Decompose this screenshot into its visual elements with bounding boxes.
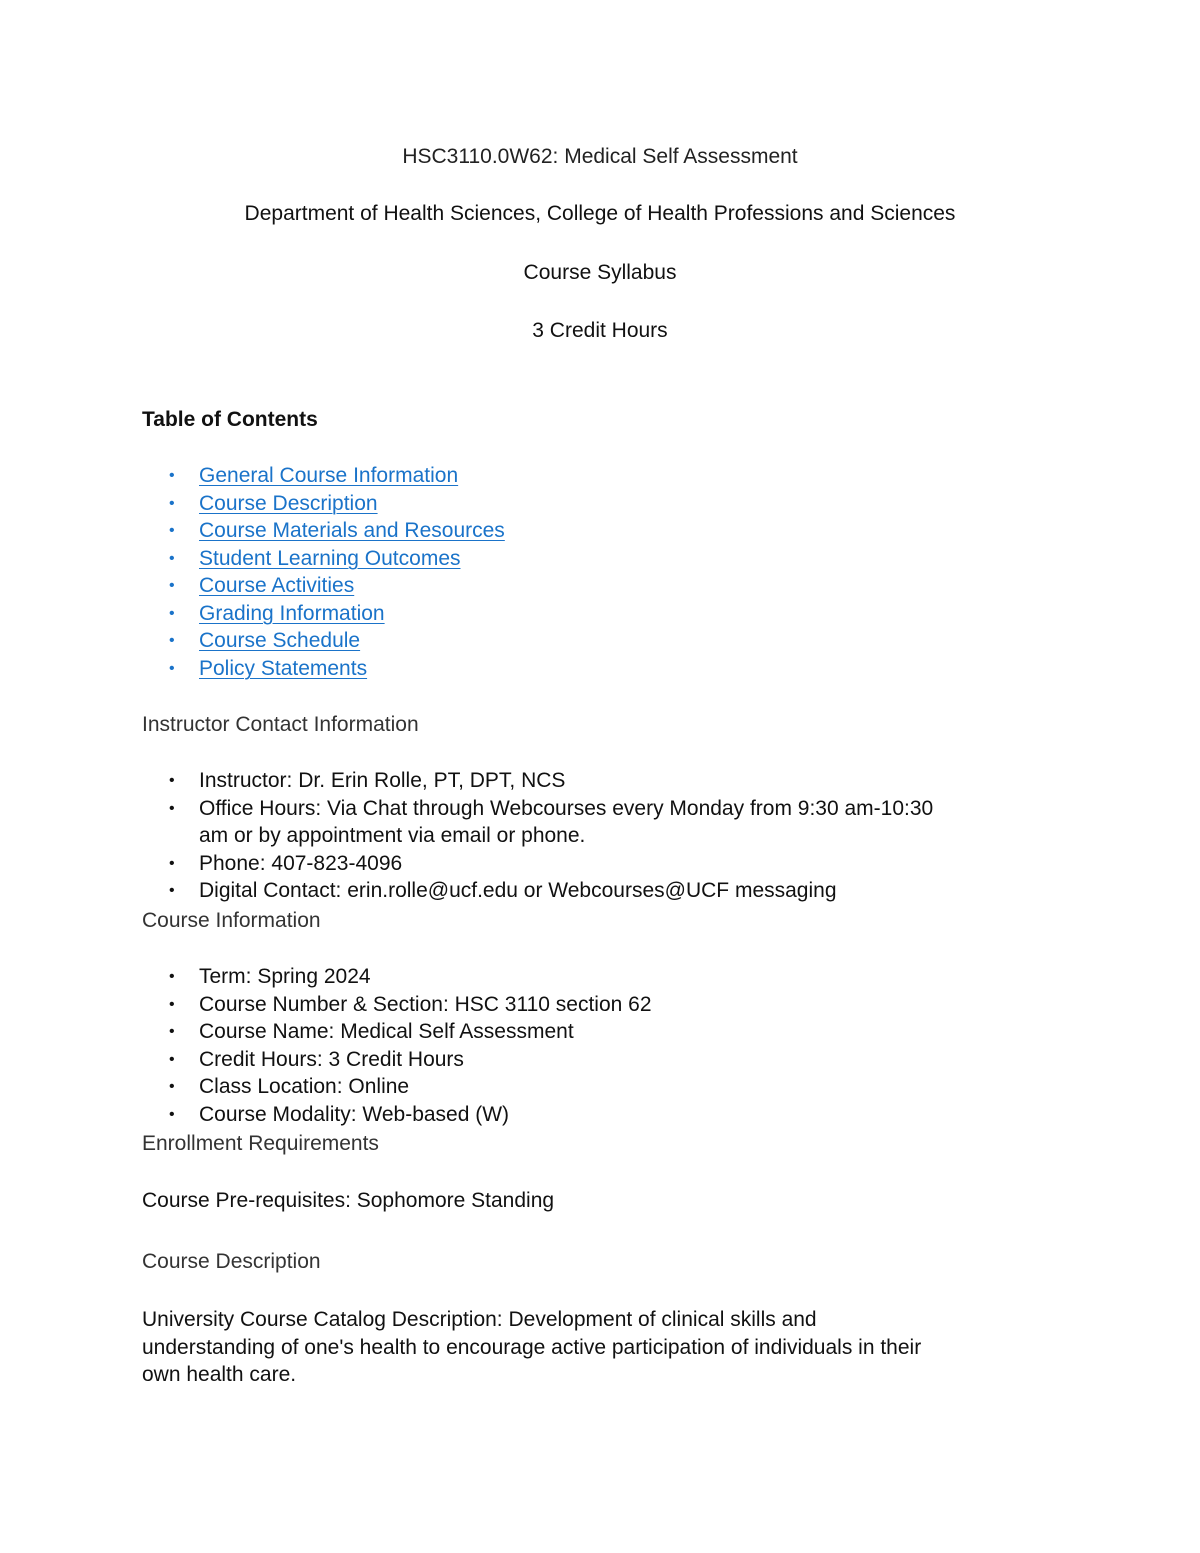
catalog-description — [142, 1306, 1042, 1389]
toc-item — [142, 655, 1042, 683]
toc-link-course-activities[interactable]: Course Activities — [199, 574, 355, 597]
bullet-icon: • — [169, 854, 175, 872]
instructor-list — [142, 767, 1042, 905]
bullet-icon: • — [169, 995, 175, 1013]
course-information-heading: Course Information — [142, 909, 321, 932]
bullet-icon: • — [169, 1023, 175, 1040]
course-info-list — [142, 963, 1042, 1128]
instructor-name: Instructor: Dr. Erin Rolle, PT, DPT, NCS — [199, 769, 566, 792]
list-item — [142, 877, 1042, 905]
list-item — [142, 767, 1042, 795]
toc-item — [142, 545, 1042, 573]
bullet-icon: • — [169, 577, 175, 594]
toc-item — [142, 517, 1042, 545]
bullet-icon: • — [169, 467, 175, 484]
enrollment-requirements-heading: Enrollment Requirements — [142, 1132, 379, 1155]
toc-item — [142, 627, 1042, 655]
toc-link-policy-statements[interactable]: Policy Statements — [199, 656, 368, 680]
bullet-icon: • — [169, 968, 175, 985]
office-hours-line-2: am or by appointment via email or phone. — [199, 824, 586, 847]
bullet-icon: • — [169, 1050, 175, 1068]
bullet-icon: • — [169, 799, 175, 817]
list-item — [142, 795, 1042, 823]
list-item — [142, 991, 1042, 1019]
bullet-icon: • — [169, 1078, 175, 1095]
credit-hours-line: 3 Credit Hours — [532, 319, 668, 342]
department-line: Department of Health Sciences, College of Health Professions and Sciences — [244, 202, 956, 225]
toc-list — [142, 462, 1042, 682]
toc-item — [142, 490, 1042, 518]
toc-item — [142, 572, 1042, 600]
list-item — [142, 1101, 1042, 1129]
toc-link-course-materials[interactable]: Course Materials and Resources — [199, 519, 505, 542]
credit-hours: Credit Hours: 3 Credit Hours — [199, 1047, 464, 1071]
course-name: Course Name: Medical Self Assessment — [199, 1020, 574, 1043]
list-item — [142, 963, 1042, 991]
toc-link-course-schedule[interactable]: Course Schedule — [199, 629, 361, 652]
bullet-icon: • — [169, 1105, 175, 1123]
toc-link-course-description[interactable]: Course Description — [199, 491, 378, 515]
class-location: Class Location: Online — [199, 1075, 410, 1098]
office-hours-line-1: Office Hours: Via Chat through Webcourses every Monday from 9:30 am-10:30 — [199, 796, 934, 820]
list-item — [142, 1018, 1042, 1046]
instructor-phone: Phone: 407-823-4096 — [199, 851, 403, 875]
catalog-description-line: understanding of one's health to encourage active participation of individuals in their — [142, 1335, 922, 1359]
toc-link-learning-outcomes[interactable]: Student Learning Outcomes — [199, 546, 461, 570]
catalog-description-line: own health care. — [142, 1363, 297, 1386]
list-item — [142, 850, 1042, 878]
catalog-description-line: University Course Catalog Description: Development of clinical skills and — [142, 1308, 817, 1331]
bullet-icon: • — [169, 604, 175, 622]
toc-item — [142, 462, 1042, 490]
bullet-icon: • — [169, 632, 175, 649]
toc-link-general-course-information[interactable]: General Course Information — [199, 464, 459, 487]
digital-contact: Digital Contact: erin.rolle@ucf.edu or Webcourses@UCF messaging — [199, 879, 837, 902]
toc-heading: Table of Contents — [142, 408, 318, 431]
course-prerequisites: Course Pre-requisites: Sophomore Standing — [142, 1189, 555, 1212]
toc-item — [142, 600, 1042, 628]
list-item — [142, 1073, 1042, 1101]
bullet-icon: • — [169, 522, 175, 539]
list-item-continuation — [142, 822, 1042, 850]
bullet-icon: • — [169, 882, 175, 899]
bullet-icon: • — [169, 494, 175, 512]
course-number-section: Course Number & Section: HSC 3110 section 62 — [199, 992, 652, 1016]
course-description-heading: Course Description — [142, 1250, 321, 1273]
course-title: HSC3110.0W62: Medical Self Assessment — [402, 145, 798, 168]
bullet-icon: • — [169, 549, 175, 567]
course-modality: Course Modality: Web-based (W) — [199, 1102, 510, 1126]
document-type: Course Syllabus — [523, 261, 677, 284]
bullet-icon: • — [169, 772, 175, 789]
toc-link-grading-information[interactable]: Grading Information — [199, 601, 385, 625]
bullet-icon: • — [169, 659, 175, 677]
list-item — [142, 1046, 1042, 1074]
instructor-contact-heading: Instructor Contact Information — [142, 713, 419, 736]
term: Term: Spring 2024 — [199, 965, 371, 988]
